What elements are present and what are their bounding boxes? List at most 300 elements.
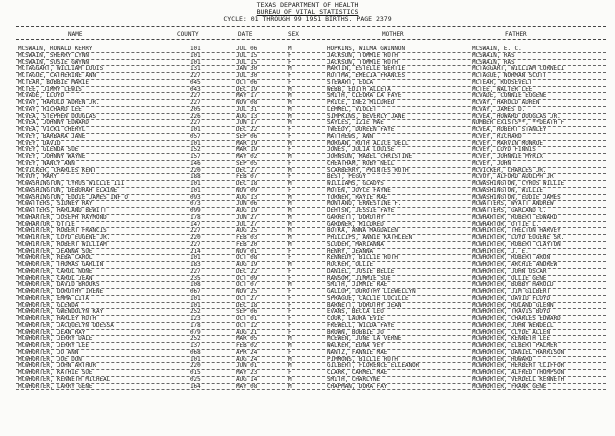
cell-mother: HENRY, JEANNA <box>327 248 374 255</box>
cell-county: 093 <box>190 194 201 201</box>
cell-county: 227 <box>190 73 201 79</box>
cell-mother: FREWELL, WILDA FAYE <box>327 322 395 329</box>
cell-county: 101 <box>190 52 201 59</box>
cell-date: FEB 03 <box>236 235 258 241</box>
cell-county: 101 <box>190 46 201 52</box>
cell-mother: MARTIN, ESTELLE BERTIE <box>327 66 406 73</box>
cell-father: MCWHIRTER, J. E. <box>472 248 529 255</box>
row-underline <box>16 389 606 390</box>
cell-sex: M <box>288 120 292 127</box>
cell-father: MCWHORTER, BOBBY HAROLD <box>472 282 554 289</box>
table-row <box>0 370 615 377</box>
cell-sex: F <box>288 370 292 376</box>
cell-mother: RANSOM, JIMMIE SUE <box>327 275 391 282</box>
cell-mother: SPRAGUE, CALLIE LUCILLE <box>327 295 409 302</box>
cell-sex: F <box>288 133 292 140</box>
table-row <box>0 53 615 60</box>
cell-sex: M <box>288 214 292 221</box>
table-row <box>0 350 615 357</box>
cell-father: MCVEY, LOYD FINNIS <box>472 147 536 154</box>
cell-name: MCWHORTER, JOE DON <box>18 356 82 363</box>
cell-date: OCT 12 <box>236 322 258 329</box>
cell-county: 188 <box>190 174 201 181</box>
cell-sex: F <box>288 295 292 302</box>
cell-mother: KENNEDY, BILLIE RUTH <box>327 255 398 262</box>
cell-mother: SAYLES, IZIE MAE <box>327 120 384 127</box>
table-row <box>0 262 615 269</box>
table-row <box>0 195 615 202</box>
cell-name: MCWHORTER, JACQUELYN ODESSA <box>18 322 114 329</box>
cell-father: MCWHORTER, VERDELL KENNETH <box>472 376 565 383</box>
cell-date: FEB 20 <box>236 241 258 248</box>
table-row <box>0 377 615 384</box>
cell-father: MCWHORTER, JIM GILBERT <box>472 289 551 295</box>
cell-father: MCVEY, RICHARD <box>472 133 522 140</box>
cell-county: 146 <box>190 160 201 167</box>
cell-date: AUG 19 <box>236 208 258 214</box>
cell-date: MAR 19 <box>236 140 258 147</box>
cell-father: MCSWAIN, RAS <box>472 52 515 59</box>
column-header-date: DATE <box>238 31 253 38</box>
cell-county: 214 <box>190 248 201 255</box>
cell-date: JUL 15 <box>236 52 258 59</box>
cell-date: JAN 30 <box>236 66 258 73</box>
cell-father: MCWHORTER, CLYDE ALLEN <box>472 329 551 336</box>
cell-county: 220 <box>190 363 201 370</box>
cell-sex: M <box>288 201 292 208</box>
cell-sex: F <box>288 73 292 79</box>
cell-father: MCWATTERS, GARLAND C. <box>472 208 547 214</box>
cell-name: MCWHORTER, KENNETH MICHEAL <box>18 376 111 383</box>
cell-date: DEC 18 <box>236 302 258 309</box>
agency-title: TEXAS DEPARTMENT OF HEALTH <box>256 1 359 9</box>
cell-sex: M <box>288 282 292 289</box>
cell-mother: PIMMONS, BILLIE RUTH <box>327 356 398 363</box>
cell-father: MCSWAIN, E. C. <box>472 46 522 52</box>
cell-sex: F <box>288 52 292 59</box>
column-header-father: FATHER <box>505 31 527 38</box>
cell-sex: F <box>288 275 292 282</box>
cell-date: DEC 19 <box>236 86 258 93</box>
cell-father: MCWHORTER, HOWARD <box>472 356 533 363</box>
cell-county: 101 <box>190 255 201 262</box>
cell-name: MCVEA, VICKI CHERYL <box>18 127 86 133</box>
cell-mother: BEST, PEGGY <box>327 174 367 181</box>
cell-sex: M <box>288 154 292 160</box>
cell-date: JUL 30 <box>236 73 258 79</box>
cell-county: 227 <box>190 228 201 235</box>
cell-mother: JONES, JULIA LOUISE <box>327 147 395 154</box>
cell-date: OCT 09 <box>236 275 258 282</box>
cell-father: MCWHIRTER, THELTON HARVEY <box>472 228 561 235</box>
cell-father: MCWHORTER, ROBERT ARON <box>472 255 551 262</box>
table-row <box>0 60 615 67</box>
cell-name: MCVICKER, CHARLES KENT <box>18 167 97 174</box>
cell-mother: EVANS, BECCA LEO <box>327 309 384 316</box>
cell-name: MCWATTERS, SIDNEY RAY <box>18 201 93 208</box>
cell-name: MCTEAR, BOBBIE MARIE <box>18 79 89 86</box>
cell-county: 183 <box>190 262 201 268</box>
cell-sex: M <box>288 228 292 235</box>
cell-sex: M <box>288 100 292 106</box>
cell-date: DEC 18 <box>236 181 258 187</box>
cell-father: MCVADE, CONNIE EUGENE <box>472 93 547 100</box>
cell-name: MCVOY, MARY <box>18 174 58 181</box>
cell-name: MCSWAIN, SHERRY LYNN <box>18 52 89 59</box>
cell-mother: BARNETT, DOROTHY JEAN <box>327 302 402 309</box>
cell-father: MCVAY, JAMES D. <box>472 106 526 113</box>
cell-sex: M <box>288 376 292 383</box>
cell-name: MCTEE, JIMMY LEWIS <box>18 86 82 93</box>
cell-mother: JOHNSON, MABEL CHRISTINE <box>327 154 413 160</box>
table-row <box>0 269 615 276</box>
cell-date: MAR 19 <box>236 147 258 154</box>
cell-sex: M <box>288 363 292 370</box>
table-row <box>0 161 615 168</box>
cell-county: 079 <box>190 329 201 336</box>
cell-mother: CHEATHAM, RUBY NELL <box>327 160 395 167</box>
table-row <box>0 87 615 94</box>
cell-sex: F <box>288 316 292 322</box>
cell-mother: CHAPMAN, DORA FAY <box>327 383 388 390</box>
cell-date: AUG 19 <box>236 262 258 268</box>
cell-county: 101 <box>190 302 201 309</box>
cell-county: 101 <box>190 356 201 363</box>
cell-mother: RUCKER, OLLIE <box>327 262 374 268</box>
cell-name: MCWHORTER, GLENDA <box>18 302 79 309</box>
cell-mother: PRICE, INEZ MILDRED <box>327 100 395 106</box>
cell-sex: M <box>288 66 292 73</box>
cell-sex: M <box>288 241 292 248</box>
cell-father: MCWATTERS, WYATT ANDREW <box>472 201 554 208</box>
cell-name: MCVAY, HAROLD ADREN JR. <box>18 100 100 106</box>
cell-father: MCWHORTER, ALFRED THOMPSON <box>472 370 565 376</box>
cell-date: JUN 27 <box>236 214 258 221</box>
cell-sex: M <box>288 208 292 214</box>
cell-name: MCWHORTER, JERRY LEE <box>18 343 89 349</box>
cell-county: 147 <box>190 221 201 228</box>
table-row <box>0 330 615 337</box>
cell-mother: SLUDER, MARIANNA <box>327 241 384 248</box>
cell-mother: SCARBERRY, PRINTES RUTH <box>327 167 409 174</box>
cell-sex: F <box>288 160 292 167</box>
cell-father: MCWASHINGTON, CYRUS WILLIE <box>472 181 565 187</box>
cell-date: JUN 06 <box>236 201 258 208</box>
table-row <box>0 303 615 310</box>
cell-name: MCWHORTER, JERRY DALE <box>18 336 93 343</box>
cell-county: 157 <box>190 154 201 160</box>
table-row <box>0 134 615 141</box>
cell-father: MCWHIRTER, LOYD EUGENE SR. <box>472 235 565 241</box>
table-row <box>0 228 615 235</box>
cell-mother: GARRETT, DOROTHY <box>327 214 384 221</box>
cell-date: OCT 01 <box>236 316 258 322</box>
table-row <box>0 323 615 330</box>
cell-county: 101 <box>190 140 201 147</box>
cell-county: 205 <box>190 106 201 113</box>
table-row <box>0 343 615 350</box>
cell-father: MCWASHINGTON, WILLIE <box>472 187 543 194</box>
cell-father: MCTAGUE, NORMAN SCOTT <box>472 73 547 79</box>
cell-county: 101 <box>190 295 201 302</box>
cell-county: 164 <box>190 383 201 390</box>
cell-date: APR 24 <box>236 349 258 356</box>
cell-sex: F <box>288 289 292 295</box>
cell-name: MCVEA, STEPHEN DOUGLAS <box>18 113 97 120</box>
table-row <box>0 154 615 161</box>
cell-county: 227 <box>190 268 201 275</box>
header-top-rule <box>16 26 606 27</box>
table-row <box>0 316 615 323</box>
cell-name: MCTAGGART, WILLIAM LOUIS <box>18 66 104 73</box>
table-row <box>0 127 615 134</box>
cell-county: 227 <box>190 93 201 100</box>
cell-father: MCWHARTER, ROBERT EDWARD <box>472 214 558 221</box>
cell-father: MCWHORTER, FRANK GENE <box>472 383 547 390</box>
cell-sex: F <box>288 174 292 181</box>
cell-date: AUG 13 <box>236 194 258 201</box>
table-row <box>0 276 615 283</box>
cell-sex: M <box>288 113 292 120</box>
table-row <box>0 201 615 208</box>
column-header-county: COUNTY <box>177 31 199 38</box>
cell-sex: F <box>288 322 292 329</box>
cell-date: FEB 02 <box>236 343 258 349</box>
cell-name: MCWHORTER, DAVID BROOKS <box>18 282 100 289</box>
cell-county: 220 <box>190 235 201 241</box>
cell-sex: F <box>288 187 292 194</box>
cell-name: MCWASHINGTON, CYRUS WILLIE III <box>18 181 125 187</box>
cell-mother: DEHTSN, JESSIE FAYE <box>327 208 395 214</box>
cell-date: OCT 27 <box>236 295 258 302</box>
cell-county: 235 <box>190 275 201 282</box>
table-row <box>0 215 615 222</box>
cell-name: MCWHORTER, HARLEY RUTH <box>18 316 97 322</box>
cell-mother: HOPKINS, WILMA GWINNON <box>327 46 406 52</box>
cell-mother: CLARK, CARMEL MAE <box>327 370 388 376</box>
cell-sex: M <box>288 383 292 390</box>
cell-mother: WEBB, EDITH ALLETA <box>327 86 391 93</box>
cell-mother: JACKSON, TOMMIE RUTH <box>327 59 398 66</box>
cell-date: JUN 17 <box>236 120 258 127</box>
cell-mother: WALKER, EDNA VEY <box>327 343 384 349</box>
cell-county: 178 <box>190 214 201 221</box>
cell-sex: M <box>288 140 292 147</box>
cell-mother: MORGAN, RUTH ALICE DELL <box>327 140 409 147</box>
column-header-name: NAME <box>68 31 83 38</box>
bureau-title: BUREAU OF VITAL STATISTICS <box>256 8 359 16</box>
cell-father: MCWHORTER, HERBERT CLIFFOR <box>472 363 565 370</box>
cell-mother: LEMMEL, VIOLET <box>327 106 377 113</box>
cell-father: NUMBER EXISTS**, **DEATH F <box>472 120 565 127</box>
cell-date: JUL 31 <box>236 106 258 113</box>
cell-date: OCT 06 <box>236 79 258 86</box>
cell-father: MCVAY, HAROLD ADREN <box>472 100 540 106</box>
cell-name: MCSWAIN, SUSIE GWYNN <box>18 59 89 66</box>
cell-date: SEP 06 <box>236 133 258 140</box>
cell-date: DEC 22 <box>236 268 258 275</box>
cell-father: MCVEY, MARVIN MONROE <box>472 140 543 147</box>
cell-name: MCWHORTER, DOROTHY IRENE <box>18 289 104 295</box>
cell-county: 152 <box>190 147 201 154</box>
cell-county: 252 <box>190 309 201 316</box>
table-row <box>0 93 615 100</box>
cell-mother: WILLIAMS, GLADYS <box>327 181 384 187</box>
cell-sex: M <box>288 167 292 174</box>
cell-date: MAR 05 <box>236 336 258 343</box>
table-row <box>0 168 615 175</box>
cell-county: 220 <box>190 167 201 174</box>
cell-sex: F <box>288 268 292 275</box>
cell-father: MCWASHINGTON, EDDIE JAMES <box>472 194 561 201</box>
cell-name: MCVEA, JOHNNY EDWARD <box>18 120 89 127</box>
table-row <box>0 249 615 256</box>
cell-mother: BOTKA, ANNA MAGDALEN <box>327 228 398 235</box>
cell-date: MAY 08 <box>236 383 258 390</box>
cell-father: MCVICKER, CHARLES JR. <box>472 167 547 174</box>
cell-date: JUN 01 <box>236 363 258 370</box>
cell-date: AUG 21 <box>236 329 258 336</box>
cell-sex: M <box>288 46 292 52</box>
cell-sex: M <box>288 86 292 93</box>
header-bottom-rule <box>16 39 606 40</box>
cell-sex: M <box>288 235 292 241</box>
cell-date: JUL 15 <box>236 59 258 66</box>
cell-mother: PHILLIPS, ANNIE KATHLEEN <box>327 235 413 241</box>
cell-date: AUG 25 <box>236 228 258 235</box>
cell-father: MCWHORTER, DAVID FLOYD <box>472 295 551 302</box>
cell-county: 252 <box>190 336 201 343</box>
cell-date: NOV 01 <box>236 248 258 255</box>
table-row <box>0 235 615 242</box>
table-row <box>0 120 615 127</box>
cell-mother: MONTANO, ERNESTINE F. <box>327 201 402 208</box>
cell-date: NOV 25 <box>236 289 258 295</box>
cell-date: NOV 08 <box>236 100 258 106</box>
table-row <box>0 336 615 343</box>
cell-mother: MATTHEWS, ANN <box>327 133 374 140</box>
table-row <box>0 188 615 195</box>
cell-sex: M <box>288 343 292 349</box>
birth-records-table <box>0 46 615 390</box>
cell-father: MCWHORTER, ARCHIE ANDREW <box>472 262 558 268</box>
cell-name: MCVAY, RICHARD LEE <box>18 106 82 113</box>
cell-father: MCSWAIN, RAS <box>472 59 515 66</box>
table-row <box>0 384 615 391</box>
cell-sex: F <box>288 79 292 86</box>
cell-county: 057 <box>190 133 201 140</box>
cell-mother: RUTTMA, EMELIA FRANCES <box>327 73 406 79</box>
cell-mother: DANIEL, JOSIE BELLE <box>327 268 395 275</box>
cell-date: MAY 02 <box>236 154 258 160</box>
cell-sex: F <box>288 309 292 316</box>
cell-name: MCSWAIN, RONALD KERRY <box>18 46 93 52</box>
cell-county: 227 <box>190 241 201 248</box>
cell-sex: M <box>288 221 292 228</box>
cell-mother: SMITH, JIMMIE RAE <box>327 282 388 289</box>
cell-sex: M <box>288 106 292 113</box>
cell-county: 131 <box>190 66 201 73</box>
cell-county: 045 <box>190 79 201 86</box>
cell-sex: M <box>288 194 292 201</box>
cell-father: MCWHORTER, TRAVIS BOYD <box>472 309 551 316</box>
cell-mother: SMITH, CHARLYNE <box>327 376 381 383</box>
cell-county: 101 <box>190 59 201 66</box>
cell-sex: F <box>288 147 292 154</box>
cell-father: MCWHORTER, OLLIE GENE <box>472 275 547 282</box>
table-row <box>0 66 615 73</box>
cell-father: MCWHORTER, ROLAND GLENN <box>472 302 554 309</box>
cell-county: 043 <box>190 86 201 93</box>
cell-name: MCWATTERS, HARLAND BEWITT <box>18 208 107 214</box>
cell-county: 099 <box>190 208 201 214</box>
cell-father: MCWHORTER, ELBERT PALMER <box>472 343 558 349</box>
cell-county: 025 <box>190 376 201 383</box>
table-row <box>0 114 615 121</box>
column-header-mother: MOTHER <box>382 31 404 38</box>
cell-name: MCVEY, DAVID <box>18 140 61 147</box>
cell-name: MCWHORTER, JOHN ARTHUR <box>18 363 97 370</box>
cell-father: MCWHORTER, JOHN WENDELL <box>472 322 554 329</box>
cell-name: MCWHORTER, THOMAS GARLIN <box>18 262 104 268</box>
cell-date: OCT 07 <box>236 282 258 289</box>
cell-name: MCWASHINGTON, EDDIE JAMES INF O <box>18 194 128 201</box>
cell-sex: M <box>288 93 292 100</box>
table-row <box>0 309 615 316</box>
cell-mother: GALLUP, DOROTHY LLEWELLYN <box>327 289 416 295</box>
table-row <box>0 73 615 80</box>
cell-sex: F <box>288 248 292 255</box>
cell-name: MCWHARTOR, OTTIE <box>18 221 75 228</box>
cell-mother: MCEWEN, JUNE LA VERNE <box>327 336 402 343</box>
cell-county: 101 <box>190 187 201 194</box>
cell-name: MCWHORTER, CAROL NONE <box>18 268 93 275</box>
cell-date: JUL 27 <box>236 221 258 228</box>
cell-name: MCVEY, JOHNNY WAYNE <box>18 154 86 160</box>
cell-sex: F <box>288 255 292 262</box>
cell-date: DEC 22 <box>236 127 258 133</box>
table-row <box>0 296 615 303</box>
cell-date: SEP 05 <box>236 160 258 167</box>
cell-name: MCWHORTER, EMMA LITA <box>18 295 89 302</box>
cell-sex: F <box>288 302 292 309</box>
cell-date: MAY 17 <box>236 93 258 100</box>
cell-mother: MOTEN, JOYCE FAYNE <box>327 187 391 194</box>
table-row <box>0 80 615 87</box>
table-row <box>0 141 615 148</box>
cell-date: AUG 14 <box>236 376 258 383</box>
cell-sex: M <box>288 336 292 343</box>
cell-father: MCWHORTER, DANIEL HARRISON <box>472 349 565 356</box>
cell-county: 227 <box>190 100 201 106</box>
table-row <box>0 363 615 370</box>
table-row <box>0 357 615 364</box>
cell-father: MCVEY, JOHNNIE MYRIX <box>472 154 543 160</box>
cell-name: MCWHORTER, GWENDOLYN KAY <box>18 309 104 316</box>
column-header-sex: SEX <box>288 31 299 38</box>
cell-sex: M <box>288 181 292 187</box>
cell-date: SEP 06 <box>236 309 258 316</box>
cell-mother: GILBERT, FLORENCE ELLEANOR <box>327 363 420 370</box>
cell-county: 123 <box>190 316 201 322</box>
cell-mother: TWEEDY, DOREEN FAYE <box>327 127 395 133</box>
cell-name: MCWHIRTER, LOYD EUGENE JR. <box>18 235 111 241</box>
cell-father: MCTEAR, ROOSEVELT <box>472 79 533 86</box>
cell-date: MAY 23 <box>236 370 258 376</box>
cell-mother: NANTZ, FANNIE MAE <box>327 349 388 356</box>
cell-name: MCWHORTER, LARRY GENE <box>18 383 93 390</box>
cell-mother: STEWART, EOLA <box>327 79 374 86</box>
